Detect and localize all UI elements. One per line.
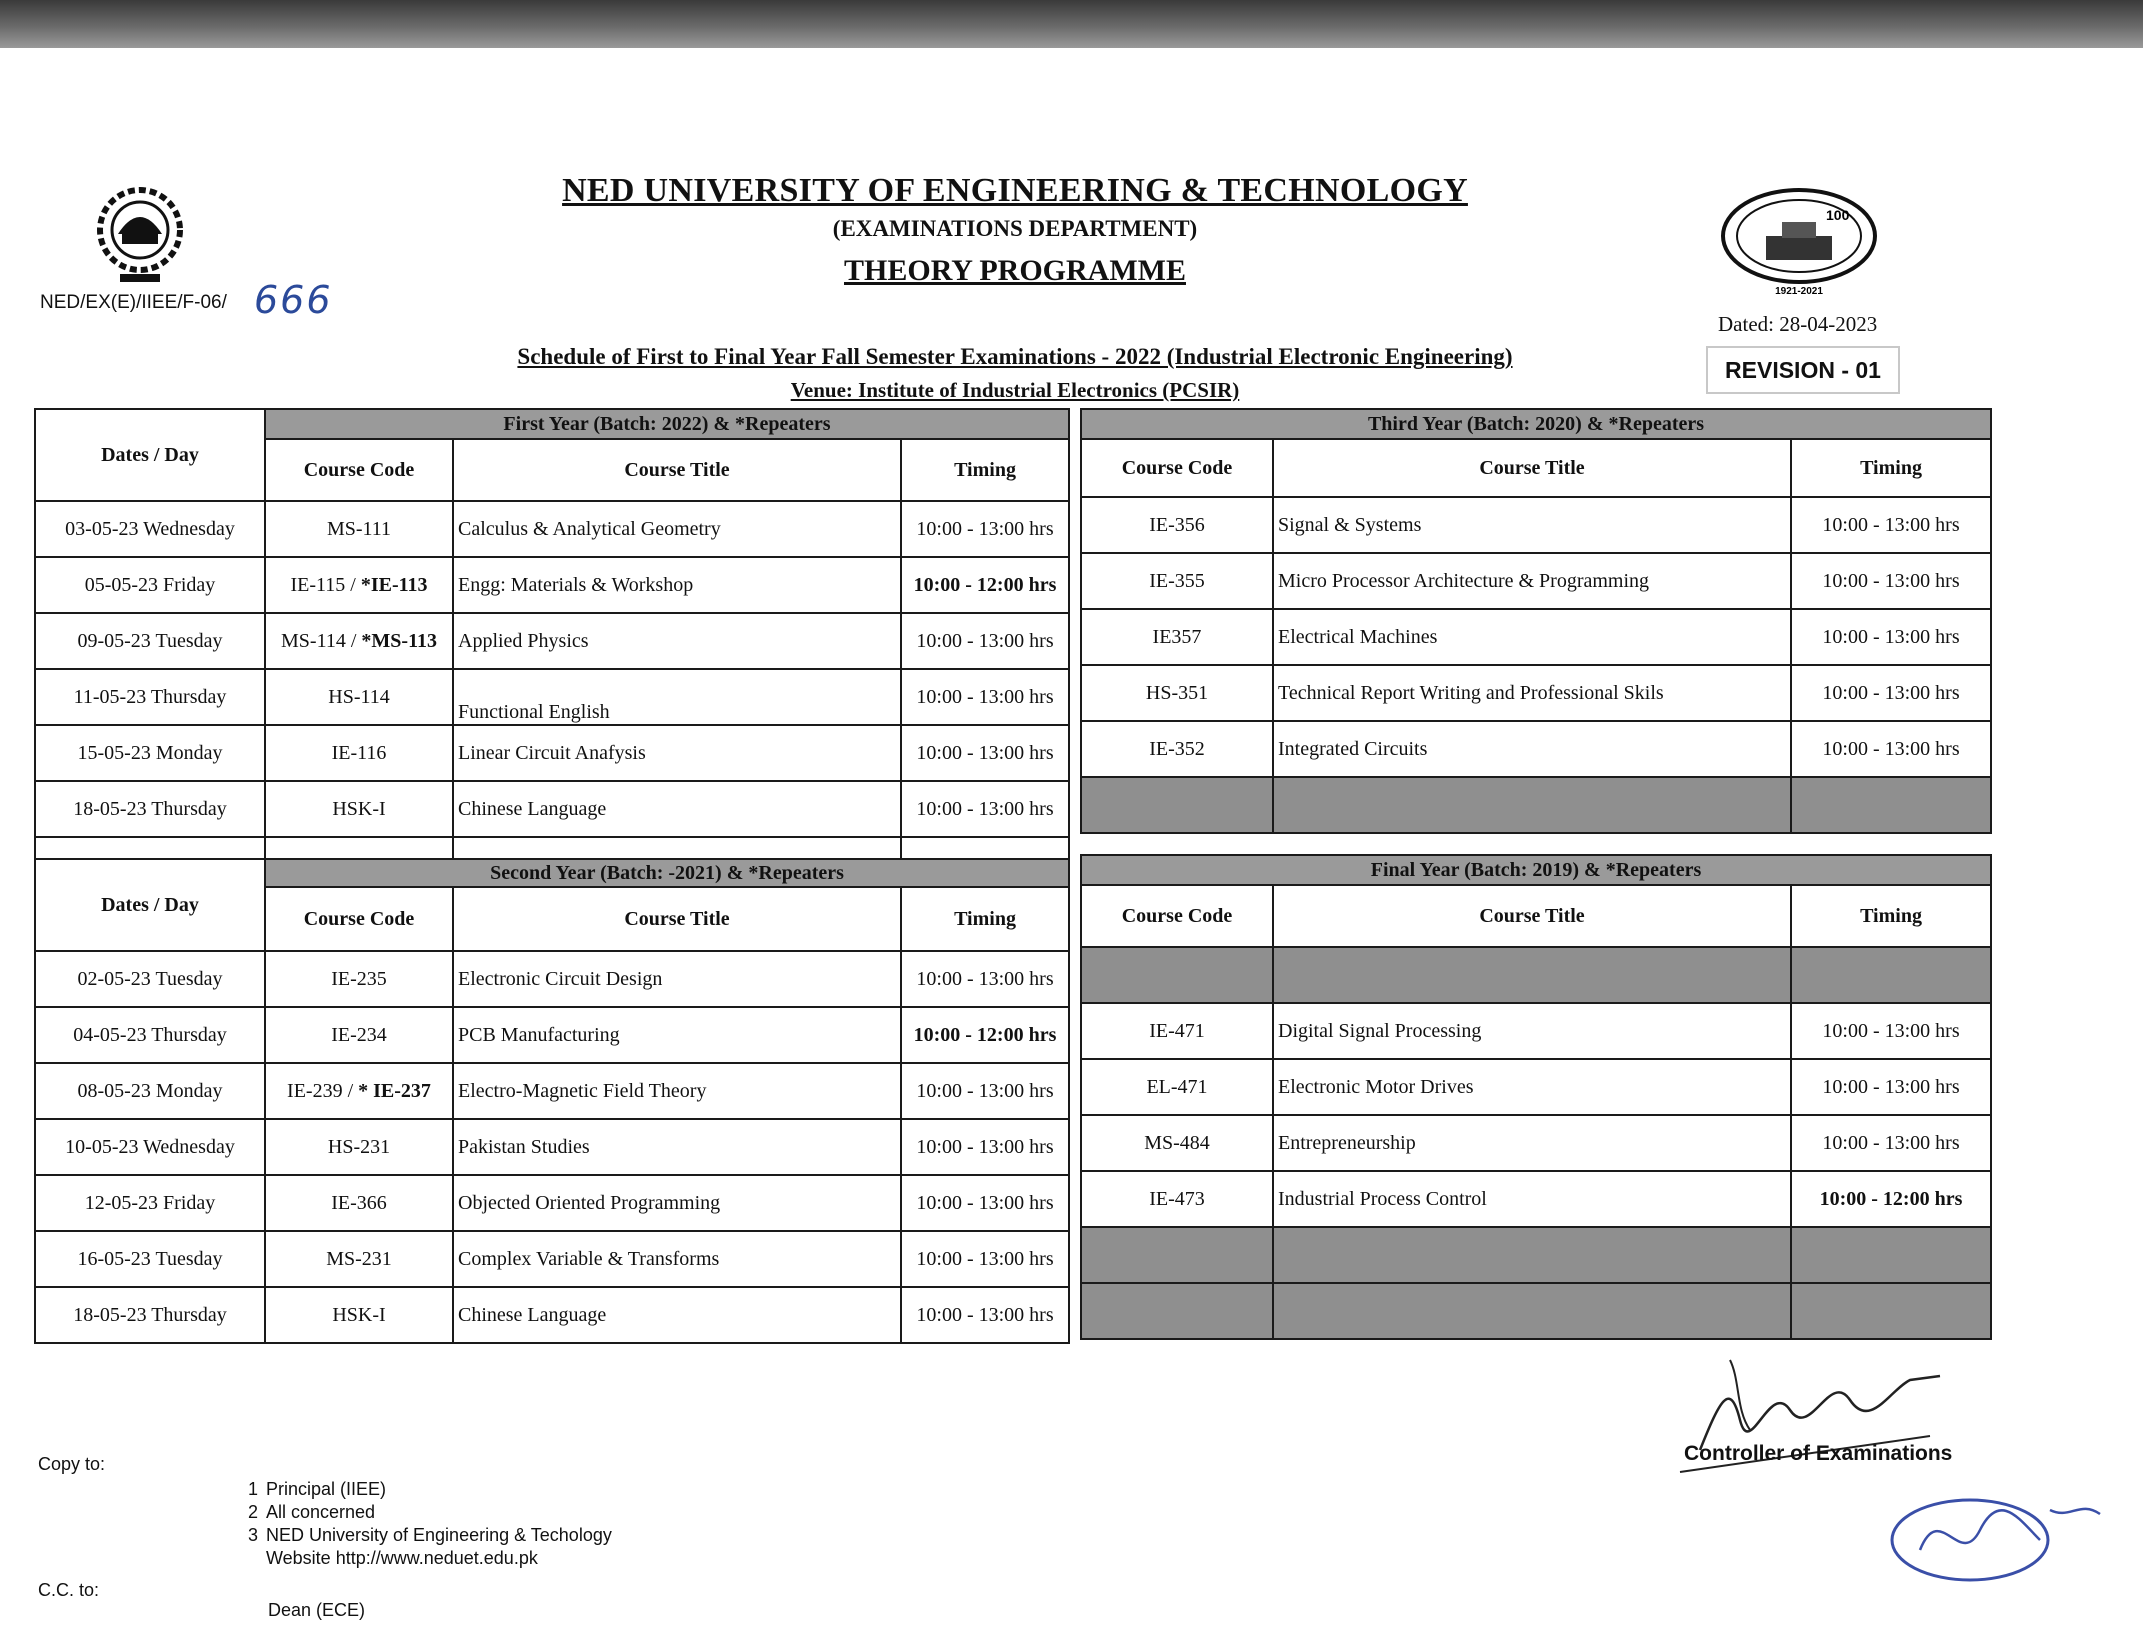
course-title: Calculus & Analytical Geometry [453, 501, 901, 557]
course-title: Pakistan Studies [453, 1119, 901, 1175]
exam-timing: 10:00 - 13:00 hrs [901, 725, 1069, 781]
course-code-header: Course Code [265, 439, 453, 501]
course-code: IE357 [1081, 609, 1273, 665]
course-title: Complex Variable & Transforms [453, 1231, 901, 1287]
repeater-code: *MS-113 [361, 629, 437, 652]
course-title: Electronic Motor Drives [1273, 1059, 1791, 1115]
blank-cell [1273, 777, 1791, 833]
dates-header: Dates / Day [35, 409, 265, 501]
copy-to-label: Copy to: [38, 1454, 106, 1474]
exam-timing: 10:00 - 13:00 hrs [1791, 1115, 1991, 1171]
blank-cell [265, 837, 453, 859]
exam-timing: 10:00 - 13:00 hrs [901, 1231, 1069, 1287]
exam-timing: 10:00 - 13:00 hrs [901, 1119, 1069, 1175]
course-code: IE-473 [1081, 1171, 1273, 1227]
exam-date: 08-05-23 Monday [35, 1063, 265, 1119]
table-row [1081, 1003, 1991, 1059]
table-row [35, 1007, 1069, 1063]
table-row [35, 951, 1069, 1007]
blank-cell [1081, 1283, 1273, 1339]
item-text: All concerned [266, 1502, 376, 1522]
course-code-header: Course Code [265, 887, 453, 951]
exam-date: 10-05-23 Wednesday [35, 1119, 265, 1175]
exam-date: 09-05-23 Tuesday [35, 613, 265, 669]
item-number: 3 [248, 1525, 259, 1545]
table-row [35, 725, 1069, 781]
final-year-table [1080, 854, 1992, 1340]
course-code: HSK-I [265, 781, 453, 837]
course-code-header: Course Code [1081, 439, 1273, 497]
course-title-header: Course Title [453, 439, 901, 501]
course-title: Integrated Circuits [1273, 721, 1791, 777]
website-text: Website http://www.neduet.edu.pk [266, 1548, 538, 1568]
empty-row [1081, 1283, 1991, 1339]
course-code: IE-234 [265, 1007, 453, 1063]
exam-timing: 10:00 - 12:00 hrs [901, 1007, 1069, 1063]
seal-years: 1921-2021 [1775, 286, 1823, 297]
course-title-header: Course Title [1273, 439, 1791, 497]
issue-date: Dated: 28-04-2023 [1718, 312, 1878, 336]
table-row [35, 1231, 1069, 1287]
reference-number: 666 [254, 278, 333, 322]
list-item [248, 1547, 612, 1570]
table-row [35, 669, 1069, 725]
blank-cell [901, 837, 1069, 859]
list-item [248, 1501, 612, 1524]
course-code: MS-484 [1081, 1115, 1273, 1171]
blank-cell [1273, 947, 1791, 1003]
table-row [35, 1119, 1069, 1175]
blank-cell [1791, 777, 1991, 833]
blank-cell [1081, 947, 1273, 1003]
second-year-table [34, 858, 1070, 1344]
exam-timing: 10:00 - 12:00 hrs [1791, 1171, 1991, 1227]
exam-timing: 10:00 - 13:00 hrs [901, 501, 1069, 557]
course-title: Entrepreneurship [1273, 1115, 1791, 1171]
exam-timing: 10:00 - 13:00 hrs [901, 1063, 1069, 1119]
exam-date: 03-05-23 Wednesday [35, 501, 265, 557]
blank-cell [1791, 1283, 1991, 1339]
course-title: Linear Circuit Anafysis [453, 725, 901, 781]
course-code-regular: IE-115 / [290, 573, 361, 596]
exam-timing: 10:00 - 13:00 hrs [901, 669, 1069, 725]
table-row [1081, 609, 1991, 665]
exam-timing: 10:00 - 12:00 hrs [901, 557, 1069, 613]
centenary-seal-icon [1718, 186, 1880, 298]
course-title: Applied Physics [453, 613, 901, 669]
course-code: HS-114 [265, 669, 453, 725]
venue-line: Venue: Institute of Industrial Electronics (PCSIR) [790, 378, 1240, 402]
department-title: (EXAMINATIONS DEPARTMENT) [832, 216, 1198, 241]
blank-cell [1791, 947, 1991, 1003]
exam-timing: 10:00 - 13:00 hrs [901, 951, 1069, 1007]
exam-timing: 10:00 - 13:00 hrs [901, 613, 1069, 669]
exam-date: 05-05-23 Friday [35, 557, 265, 613]
course-title: Functional English [453, 669, 901, 725]
exam-timing: 10:00 - 13:00 hrs [901, 1287, 1069, 1343]
course-code-regular: IE-239 / [287, 1079, 359, 1102]
table-row [1081, 553, 1991, 609]
table-row [35, 1287, 1069, 1343]
blank-cell [1791, 1227, 1991, 1283]
exam-date: 04-05-23 Thursday [35, 1007, 265, 1063]
university-logo-icon [90, 178, 190, 290]
exam-date: 02-05-23 Tuesday [35, 951, 265, 1007]
course-title: Electronic Circuit Design [453, 951, 901, 1007]
course-code: IE-116 [265, 725, 453, 781]
course-title-header: Course Title [1273, 885, 1791, 947]
university-title: NED UNIVERSITY OF ENGINEERING & TECHNOLOGY [562, 172, 1468, 209]
course-code: IE-235 [265, 951, 453, 1007]
spacer-row [35, 837, 1069, 859]
course-title: Digital Signal Processing [1273, 1003, 1791, 1059]
course-code: HS-351 [1081, 665, 1273, 721]
approval-initials-stamp [1880, 1470, 2120, 1590]
blank-cell [1081, 777, 1273, 833]
schedule-title: Schedule of First to Final Year Fall Semester Examinations - 2022 (Industrial Electronic Engineering) [517, 344, 1513, 369]
repeater-code: *IE-113 [360, 573, 428, 596]
exam-timing: 10:00 - 13:00 hrs [1791, 721, 1991, 777]
course-title: PCB Manufacturing [453, 1007, 901, 1063]
course-code: IE-471 [1081, 1003, 1273, 1059]
cc-to-label: C.C. to: [38, 1580, 100, 1600]
exam-date: 16-05-23 Tuesday [35, 1231, 265, 1287]
table-row [35, 613, 1069, 669]
course-title: Technical Report Writing and Professional Skils [1273, 665, 1791, 721]
exam-timing: 10:00 - 13:00 hrs [1791, 497, 1991, 553]
course-code [265, 557, 453, 613]
course-title: Signal & Systems [1273, 497, 1791, 553]
timing-header: Timing [901, 887, 1069, 951]
item-text: Principal (IIEE) [266, 1479, 387, 1499]
exam-date: 18-05-23 Thursday [35, 1287, 265, 1343]
blank-cell [35, 837, 265, 859]
course-code: HS-231 [265, 1119, 453, 1175]
empty-row [1081, 1227, 1991, 1283]
empty-row [1081, 947, 1991, 1003]
item-number: 1 [248, 1479, 259, 1499]
table-row [35, 1175, 1069, 1231]
table-row [35, 1063, 1069, 1119]
table-row [1081, 721, 1991, 777]
course-code: HSK-I [265, 1287, 453, 1343]
timing-header: Timing [1791, 439, 1991, 497]
course-title: Chinese Language [453, 1287, 901, 1343]
course-code [265, 1063, 453, 1119]
course-code: IE-355 [1081, 553, 1273, 609]
cc-recipient: Dean (ECE) [268, 1600, 366, 1620]
copy-to-list [248, 1478, 612, 1570]
blank-cell [1273, 1283, 1791, 1339]
course-title: Engg: Materials & Workshop [453, 557, 901, 613]
seal-number: 100 [1826, 207, 1850, 223]
course-title: Micro Processor Architecture & Programming [1273, 553, 1791, 609]
list-item [248, 1524, 612, 1547]
table-row [35, 501, 1069, 557]
course-title-header: Course Title [453, 887, 901, 951]
course-code [265, 613, 453, 669]
exam-timing: 10:00 - 13:00 hrs [901, 781, 1069, 837]
course-title: Industrial Process Control [1273, 1171, 1791, 1227]
empty-row [1081, 777, 1991, 833]
exam-date: 18-05-23 Thursday [35, 781, 265, 837]
course-title: Objected Oriented Programming [453, 1175, 901, 1231]
controller-title: Controller of Examinations [1684, 1442, 1953, 1465]
exam-timing: 10:00 - 13:00 hrs [1791, 665, 1991, 721]
exam-date: 12-05-23 Friday [35, 1175, 265, 1231]
table-row [35, 781, 1069, 837]
final-year-band: Final Year (Batch: 2019) & *Repeaters [1081, 855, 1991, 885]
course-code: EL-471 [1081, 1059, 1273, 1115]
table-row [35, 557, 1069, 613]
blank-cell [1273, 1227, 1791, 1283]
exam-timing: 10:00 - 13:00 hrs [1791, 609, 1991, 665]
blank-cell [453, 837, 901, 859]
second-year-band: Second Year (Batch: -2021) & *Repeaters [265, 859, 1069, 887]
exam-timing: 10:00 - 13:00 hrs [1791, 1059, 1991, 1115]
dates-header: Dates / Day [35, 859, 265, 951]
course-code: IE-352 [1081, 721, 1273, 777]
item-number: 2 [248, 1502, 259, 1522]
repeater-code: * IE-237 [358, 1079, 431, 1102]
item-text: NED University of Engineering & Techology [266, 1525, 612, 1545]
exam-timing: 10:00 - 13:00 hrs [1791, 1003, 1991, 1059]
exam-date: 15-05-23 Monday [35, 725, 265, 781]
revision-badge: REVISION - 01 [1706, 346, 1900, 394]
course-code: IE-366 [265, 1175, 453, 1231]
table-row [1081, 665, 1991, 721]
table-row [1081, 497, 1991, 553]
course-title: Electro-Magnetic Field Theory [453, 1063, 901, 1119]
course-code-regular: MS-114 / [281, 629, 362, 652]
programme-title: THEORY PROGRAMME [844, 254, 1186, 287]
third-year-table [1080, 408, 1992, 834]
list-item [248, 1478, 612, 1501]
first-year-table [34, 408, 1070, 860]
course-title: Chinese Language [453, 781, 901, 837]
table-row [1081, 1059, 1991, 1115]
blank-cell [1081, 1227, 1273, 1283]
first-year-band: First Year (Batch: 2022) & *Repeaters [265, 409, 1069, 439]
third-year-band: Third Year (Batch: 2020) & *Repeaters [1081, 409, 1991, 439]
reference-code: NED/EX(E)/IIEE/F-06/ [40, 292, 227, 313]
course-code: MS-231 [265, 1231, 453, 1287]
table-row [1081, 1171, 1991, 1227]
exam-date: 11-05-23 Thursday [35, 669, 265, 725]
course-code: MS-111 [265, 501, 453, 557]
timing-header: Timing [901, 439, 1069, 501]
course-title: Electrical Machines [1273, 609, 1791, 665]
course-code-header: Course Code [1081, 885, 1273, 947]
exam-timing: 10:00 - 13:00 hrs [1791, 553, 1991, 609]
table-row [1081, 1115, 1991, 1171]
scan-edge [0, 0, 2143, 48]
course-code: IE-356 [1081, 497, 1273, 553]
timing-header: Timing [1791, 885, 1991, 947]
exam-timing: 10:00 - 13:00 hrs [901, 1175, 1069, 1231]
